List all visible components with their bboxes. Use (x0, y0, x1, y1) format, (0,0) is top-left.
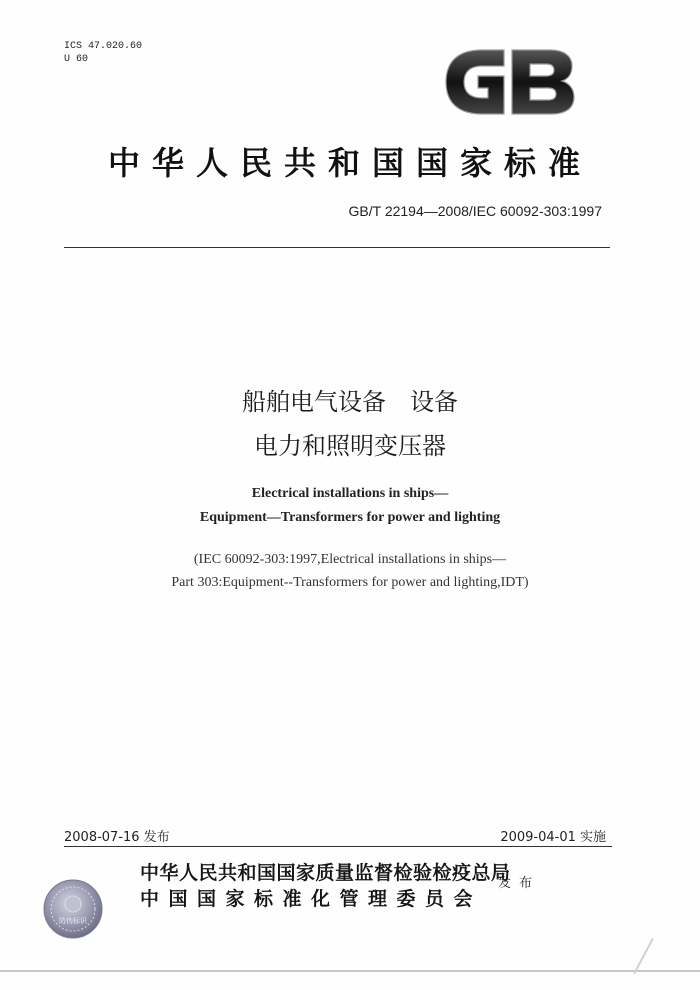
ccs-code: U 60 (64, 54, 89, 65)
header-divider (64, 247, 610, 248)
footer-divider (64, 846, 612, 847)
issue-date: 2008-07-16 发布 (64, 830, 170, 845)
equivalence-note-line-2: Part 303:Equipment--Transformers for power and lighting,IDT) (171, 575, 529, 590)
classification-codes (64, 40, 142, 66)
scan-corner-mark (633, 938, 654, 974)
english-title-line-2: Equipment—Transformers for power and lighting (199, 510, 501, 525)
english-title-line-1: Electrical installations in ships— (251, 486, 449, 501)
publisher-sac: 中国国家标准化管理委员会 (140, 888, 483, 910)
gb-logo-icon (438, 46, 578, 118)
equivalence-note-line-1: (IEC 60092-303:1997,Electrical installations in ships— (193, 552, 507, 567)
national-standard-title: 中华人民共和国国家标准 (107, 144, 592, 182)
scan-edge-line (0, 970, 700, 972)
implementation-date: 2009-04-01 实施 (500, 830, 606, 845)
standard-number: GB/T 22194—2008/IEC 60092-303:1997 (348, 203, 602, 219)
anti-counterfeit-seal-icon (42, 878, 104, 940)
publisher-aqsiq: 中华人民共和国国家质量监督检验检疫总局 (140, 862, 511, 884)
ics-code: ICS 47.020.60 (64, 41, 143, 52)
publish-label: 发布 (498, 876, 541, 891)
svg-text:防伪标识: 防伪标识 (59, 917, 87, 925)
chinese-title-line-1: 船舶电气设备 设备 (242, 388, 458, 416)
chinese-title-line-2: 电力和照明变压器 (254, 432, 446, 460)
